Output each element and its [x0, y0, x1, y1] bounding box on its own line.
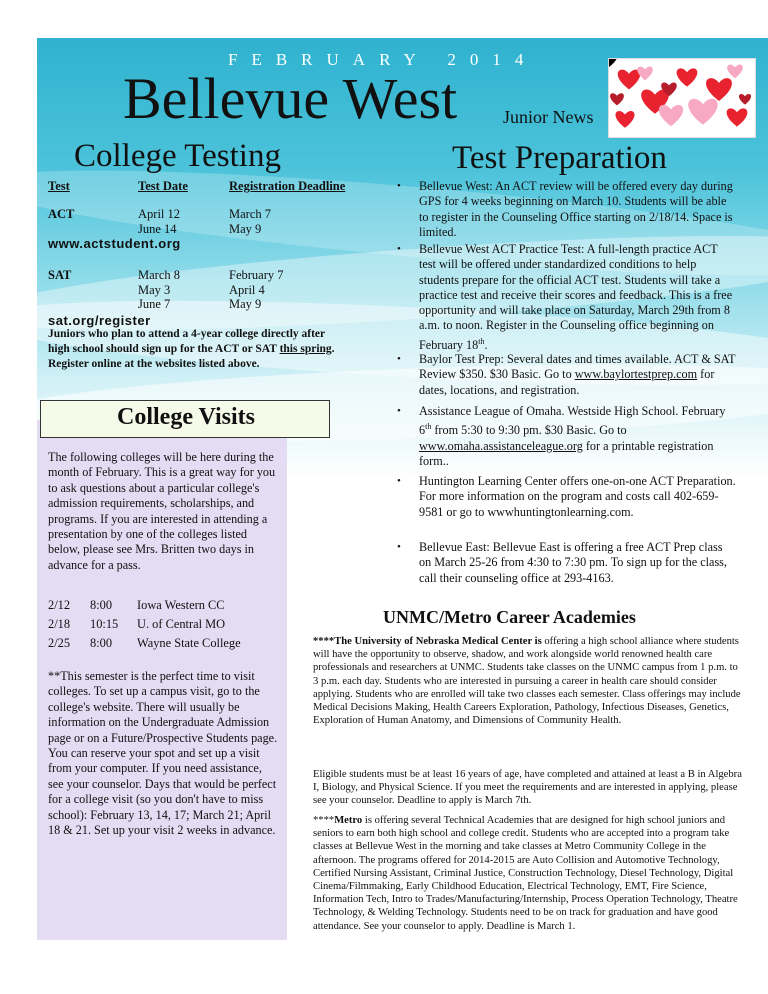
test-name: ACT	[48, 207, 75, 221]
deadline: May 9	[229, 222, 262, 236]
unmc-lead: ****The University of Nebraska Medical Center is	[313, 636, 542, 647]
item-text-part: .	[484, 337, 488, 352]
metro-text: is offering several Technical Academies that are designed for high school juniors and seniors to earn both high school and college credit. Students who are accepted into a program take classes at Bellevue West in the morning and take classes at Metro Community College in the afternoon. The programs offered for 2014-2015 are Auto Collision and Automotive Technology, Certified Nursing Assistant, Criminal Justice, Construction Technology, Diesel Technology, Digital Cinema/Filmmaking, Early Childhood Education, Electrical Technology, EMT, Fire Science, Information Tech, Intro to Trades/Manufacturing/Internship, Process Operation Technology, Theatre Technology, & Welding Technology. Students need to be on track for graduation and have good attendance. See your counselor to apply. Deadline is March 1.	[313, 815, 738, 932]
hearts-icon	[608, 58, 756, 138]
bullet-icon: •	[397, 405, 401, 417]
bullet-icon: •	[397, 353, 401, 365]
test-date: June 7	[138, 297, 171, 311]
bullet-icon: •	[397, 180, 401, 192]
metro-prefix: ****	[313, 815, 335, 826]
visit-time: 8:00	[90, 598, 113, 612]
item-text: Bellevue West: An ACT review will be offered every day during GPS for 4 weeks beginning on March 10. Students will be able to register in the Counseling Office starting on 2/18/14. Space is limited.	[419, 179, 733, 239]
unmc-paragraph	[313, 635, 743, 727]
item-text-part: Assistance League of Omaha. Westside High School. February 6	[419, 404, 726, 438]
item-text: Bellevue East: Bellevue East is offering a free ACT Prep class on March 25-26 from 4:30 to 7:30 pm. To sign up for the class, call their counseling office at 293-4163.	[419, 540, 727, 585]
test-date: May 3	[138, 283, 171, 297]
superscript: th	[478, 336, 485, 346]
college-visits-heading: College Visits	[117, 404, 255, 430]
item-text-part: for dates, locations, and registration.	[419, 367, 715, 397]
item-text	[419, 242, 737, 353]
juniors-note	[48, 327, 348, 372]
bullet-icon: •	[397, 541, 401, 553]
test-date: April 12	[138, 207, 181, 221]
deadline: May 9	[229, 297, 262, 311]
item-text	[419, 352, 737, 398]
note-text: . Register online at the websites listed above.	[48, 343, 335, 370]
deadline: March 7	[229, 207, 271, 221]
college-testing-heading: College Testing	[74, 138, 281, 174]
visit-time: 8:00	[90, 636, 113, 650]
visit-tips: **This semester is the perfect time to visit colleges. To set up a campus visit, go to the college's website. There will usually be information on the Undergraduate Admission page or on a Future/Prospective Students page. You can reserve your spot and set up a visit from your computer. If you need assistance, see your counselor. Days that would be perfect for a college visit (so you don't have to miss school): February 13, 14, 17; March 21; April 18 & 21. Set up your visit 2 weeks in advance.	[48, 669, 278, 838]
metro-paragraph	[313, 814, 743, 933]
sat-website-link[interactable]: sat.org/register	[48, 313, 151, 328]
visit-college: Iowa Western CC	[137, 598, 225, 612]
item-text: Huntington Learning Center offers one-on-one ACT Preparation. For more information on the program and costs call 402-659-9581 or go to wwwhuntingtonlearning.com.	[419, 474, 736, 519]
college-visits-header-box	[40, 400, 330, 438]
visit-college: Wayne State College	[137, 636, 241, 650]
item-text	[419, 404, 737, 469]
column-header: Registration Deadline	[229, 179, 346, 193]
test-date: March 8	[138, 268, 180, 282]
note-emphasis: this spring	[279, 343, 332, 355]
item-text-part: Bellevue West ACT Practice Test: A full-length practice ACT test will be offered under standardized conditions to help students prepare for the official ACT test. Students will take a practice test and receive their scores and feedback. This is a free opportunity and will take place on Saturday, March 29th from 8 a.m. to noon. Register in the Counseling office beginning on February 18	[419, 242, 733, 352]
note-text: Juniors who plan to attend a 4-year college directly after high school should sign up for the ACT or SAT	[48, 328, 325, 355]
visit-time: 10:15	[90, 617, 119, 631]
item-text-part: Baylor Test Prep: Several dates and times available. ACT & SAT Review $350. $30 Basic. Go to	[419, 352, 736, 382]
column-header: Test	[48, 179, 70, 193]
column-header: Test Date	[138, 179, 188, 193]
act-website-link[interactable]: www.actstudent.org	[48, 236, 181, 251]
unmc-text: offering a high school alliance where students will have the opportunity to observe, shadow, and work alongside world renowned health care professionals and researchers at UNMC. Students take classes on the UNMC campus from 1 p.m. to 3 p.m. each day. Students who are interested in pursuing a career in health care should consider applying. Students who are enrolled will take two classes each semester. Class offerings may include Medical Decisions Making, Health Careers Exploration, Pathology, Infectious Diseases, Genetics, Exploration of Human Anatomy, and Dimensions of Community Health.	[313, 636, 741, 727]
visit-date: 2/18	[48, 617, 71, 631]
deadline: April 4	[229, 283, 265, 297]
item-text-part: from 5:30 to 9:30 pm. $30 Basic. Go to	[431, 423, 627, 438]
deadline: February 7	[229, 268, 284, 282]
test-prep-heading: Test Preparation	[452, 140, 667, 176]
item-text-part: for a printable registration form..	[419, 438, 714, 468]
unmc-metro-heading: UNMC/Metro Career Academies	[383, 607, 636, 627]
bullet-icon: •	[397, 243, 401, 255]
superscript: th	[425, 422, 432, 432]
baylor-link[interactable]: www.baylortestprep.com	[574, 367, 698, 382]
visit-college: U. of Central MO	[137, 617, 226, 631]
test-name: SAT	[48, 268, 72, 282]
test-date: June 14	[138, 222, 177, 236]
newsletter-title: Bellevue West	[123, 66, 458, 131]
metro-lead: Metro	[334, 815, 363, 826]
visit-date: 2/12	[48, 598, 71, 612]
issue-month: FEBRUARY 2014	[228, 50, 538, 69]
bullet-icon: •	[397, 475, 401, 487]
newsletter-subtitle: Junior News	[503, 107, 594, 127]
visits-intro: The following colleges will be here during the month of February. This is a great way for you to ask questions about a particular college's admission requirements, scholarships, and programs. If you are interested in attending a presentation by one of the colleges listed below, please see Mrs. Britten two days in advance for a pass.	[48, 450, 276, 572]
visit-date: 2/25	[48, 636, 71, 650]
eligibility-paragraph: Eligible students must be at least 16 years of age, have completed and attained at least a B in Algebra I, Biology, and Physical Science. If you meet the requirements and are interested in applying, please see your counselor. Deadline to apply is March 7th.	[313, 769, 742, 807]
assistance-league-link[interactable]: www.omaha.assistanceleague.org	[419, 438, 583, 453]
